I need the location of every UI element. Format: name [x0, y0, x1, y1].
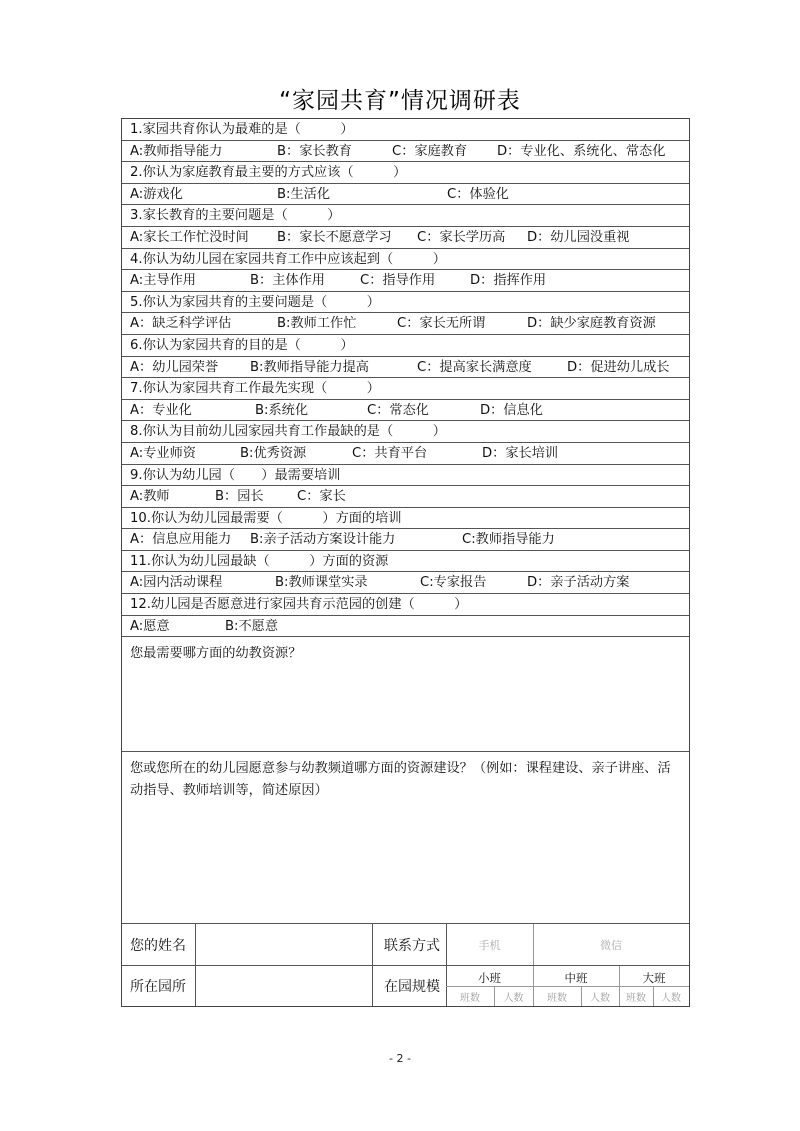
answer-option[interactable]: A：幼儿园荣誉: [130, 359, 219, 375]
options-row: [122, 486, 689, 508]
options-row: [122, 184, 689, 206]
question-text: 3.家长教育的主要问题是（ ）: [130, 208, 341, 224]
divider: [494, 986, 495, 1006]
options-row: [122, 270, 689, 292]
options-row: [122, 443, 689, 465]
contact-label: 联系方式: [384, 937, 440, 954]
answer-option[interactable]: C：家长无所谓: [397, 316, 486, 332]
question-row: [122, 292, 689, 314]
answer-option[interactable]: B:亲子活动方案设计能力: [250, 532, 396, 548]
answer-option[interactable]: D：亲子活动方案: [527, 575, 630, 591]
class-small-header: 小班: [478, 971, 501, 986]
answer-option[interactable]: D：指挥作用: [470, 273, 547, 289]
answer-option[interactable]: A:主导作用: [130, 273, 196, 289]
divider: [653, 986, 654, 1006]
answer-option[interactable]: B:教师课堂实录: [275, 575, 368, 591]
question-text: 8.你认为目前幼儿园家园共育工作最缺的是（ ）: [130, 424, 446, 440]
answer-option[interactable]: A:园内活动课程: [130, 575, 223, 591]
large-class-count[interactable]: 班数: [626, 993, 646, 1005]
question-row: [122, 465, 689, 487]
answer-option[interactable]: C:教师指导能力: [462, 532, 555, 548]
answer-option[interactable]: B:系统化: [255, 402, 309, 418]
survey-table: [121, 118, 690, 1007]
answer-option[interactable]: A：专业化: [130, 402, 192, 418]
small-class-people[interactable]: 人数: [503, 993, 524, 1005]
large-class-people[interactable]: 人数: [661, 993, 681, 1005]
question-row: [122, 421, 689, 443]
respondent-info: [122, 924, 689, 1006]
options-row: [122, 529, 689, 551]
question-text: 5.你认为家园共育的主要问题是（ ）: [130, 294, 380, 310]
answer-option[interactable]: B：家长不愿意学习: [277, 229, 392, 245]
answer-option[interactable]: C：共育平台: [352, 445, 428, 461]
answer-option[interactable]: C：家长学历高: [417, 229, 506, 245]
phone-field[interactable]: 手机: [478, 938, 501, 952]
question-row: [122, 162, 689, 184]
divider: [122, 965, 689, 966]
answer-option[interactable]: A:专业师资: [130, 445, 196, 461]
question-text: 4.你认为幼儿园在家园共育工作中应该起到（ ）: [130, 251, 446, 267]
answer-option[interactable]: D：缺少家庭教育资源: [527, 316, 656, 332]
question-row: [122, 508, 689, 530]
answer-option[interactable]: A:教师指导能力: [130, 143, 223, 159]
class-large-header: 大班: [642, 971, 666, 986]
answer-option[interactable]: B:生活化: [277, 186, 331, 202]
scale-label: 在园规模: [384, 978, 440, 995]
answer-option[interactable]: C：家长: [297, 489, 346, 505]
answer-option[interactable]: A：信息应用能力: [130, 532, 232, 548]
question-row: [122, 205, 689, 227]
answer-option[interactable]: B:教师指导能力提高: [250, 359, 369, 375]
answer-option[interactable]: B:优秀资源: [240, 445, 307, 461]
question-text: 2.你认为家庭教育最主要的方式应该（ ）: [130, 165, 407, 181]
answer-option[interactable]: B:不愿意: [225, 618, 279, 634]
survey-title: “家园共育”情况调研表: [279, 88, 521, 114]
options-row: [122, 616, 689, 638]
answer-option[interactable]: D：信息化: [480, 402, 543, 418]
answer-option[interactable]: B:教师工作忙: [277, 316, 357, 332]
options-row: [122, 313, 689, 335]
open-question-1-text: 您最需要哪方面的幼教资源？: [130, 646, 302, 662]
question-text: 6.你认为家园共育的目的是（ ）: [130, 337, 354, 353]
divider: [581, 986, 582, 1006]
answer-option[interactable]: B：家长教育: [277, 143, 352, 159]
name-field[interactable]: [195, 924, 372, 965]
question-row: [122, 378, 689, 400]
options-row: [122, 141, 689, 163]
question-text: 12.幼儿园是否愿意进行家园共育示范园的创建（ ）: [130, 597, 468, 613]
options-row: [122, 400, 689, 422]
options-row: [122, 572, 689, 594]
answer-option[interactable]: D：幼儿园没重视: [527, 229, 630, 245]
options-row: [122, 357, 689, 379]
middle-class-count[interactable]: 班数: [547, 993, 567, 1005]
page-number: - 2 -: [389, 1052, 411, 1065]
open-question-2-text: 您或您所在的幼儿园愿意参与幼教频道哪方面的资源建设？（例如：课程建设、亲子讲座、活动指导、教师培训等，简述原因）: [130, 761, 671, 799]
divider: [446, 986, 689, 987]
answer-option[interactable]: A：缺乏科学评估: [130, 316, 232, 332]
answer-option[interactable]: C：提高家长满意度: [417, 359, 532, 375]
answer-option[interactable]: C:专家报告: [420, 575, 487, 591]
answer-option[interactable]: B：主体作用: [250, 273, 325, 289]
question-list: [122, 119, 689, 637]
kindergarten-label: 所在园所: [130, 978, 186, 995]
options-row: [122, 227, 689, 249]
answer-option[interactable]: D：促进幼儿成长: [567, 359, 670, 375]
kindergarten-field[interactable]: [195, 965, 372, 1006]
class-middle-header: 中班: [564, 971, 588, 986]
question-text: 7.你认为家园共育工作最先实现（ ）: [130, 381, 380, 397]
answer-option[interactable]: A:教师: [130, 489, 170, 505]
answer-option[interactable]: A:游戏化: [130, 186, 183, 202]
question-text: 11.你认为幼儿园最缺（ ）方面的资源: [130, 553, 389, 569]
answer-option[interactable]: A:愿意: [130, 618, 170, 634]
answer-option[interactable]: B：园长: [215, 489, 264, 505]
question-text: 9.你认为幼儿园（ ）最需要培训: [130, 467, 341, 483]
small-class-count[interactable]: 班数: [460, 993, 480, 1005]
question-row: [122, 119, 689, 141]
question-row: [122, 551, 689, 573]
answer-option[interactable]: C：指导作用: [360, 273, 436, 289]
open-question-participation[interactable]: [122, 752, 689, 924]
question-row: [122, 594, 689, 616]
question-text: 10.你认为幼儿园最需要（ ）方面的培训: [130, 510, 402, 526]
answer-option[interactable]: D：家长培训: [482, 445, 559, 461]
answer-option[interactable]: C：体验化: [447, 186, 509, 202]
wechat-field[interactable]: 微信: [600, 938, 622, 952]
open-question-resources[interactable]: [122, 637, 689, 752]
name-label: 您的姓名: [130, 937, 186, 954]
question-row: [122, 335, 689, 357]
answer-option[interactable]: C：常态化: [367, 402, 429, 418]
middle-class-people[interactable]: 人数: [590, 993, 610, 1005]
question-row: [122, 249, 689, 271]
answer-option[interactable]: C：家庭教育: [392, 143, 468, 159]
answer-option[interactable]: A:家长工作忙没时间: [130, 229, 249, 245]
question-text: 1.家园共育你认为最难的是（ ）: [130, 122, 354, 137]
answer-option[interactable]: D：专业化、系统化、常态化: [497, 143, 666, 159]
